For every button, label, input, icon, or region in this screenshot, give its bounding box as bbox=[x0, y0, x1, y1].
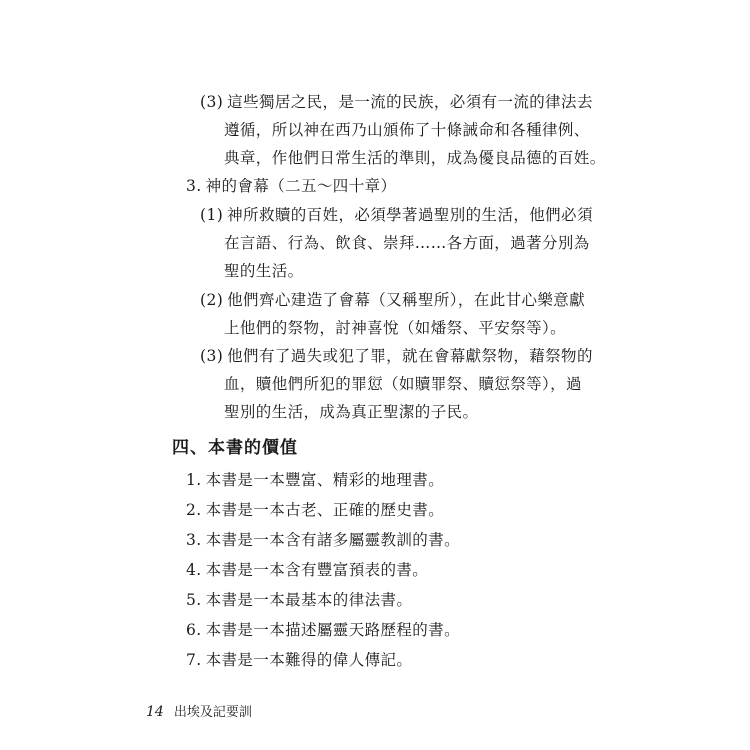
item-marker: (3) bbox=[200, 93, 224, 111]
running-title: 出埃及記要訓 bbox=[173, 705, 252, 720]
subsection-marker: 3. bbox=[186, 177, 202, 195]
list-marker: 1. bbox=[186, 471, 202, 489]
paragraph-line bbox=[224, 233, 590, 253]
page-footer bbox=[146, 704, 252, 721]
paragraph-text: 他們有了過失或犯了罪，就在會幕獻祭物，藉祭物的 bbox=[227, 347, 593, 365]
paragraph-text: 聖別的生活，成為真正聖潔的子民。 bbox=[224, 403, 479, 421]
list-marker: 6. bbox=[186, 621, 202, 639]
paragraph-text: 在言語、行為、飲食、崇拜……各方面，過著分別為 bbox=[224, 234, 590, 252]
list-item-text: 本書是一本豐富、精彩的地理書。 bbox=[205, 471, 445, 489]
section-heading: 四、本書的價值 bbox=[172, 438, 298, 458]
list-item-text: 本書是一本難得的偉人傳記。 bbox=[205, 651, 413, 669]
subsection-title bbox=[186, 176, 396, 196]
paragraph-line bbox=[224, 402, 478, 422]
list-marker: 7. bbox=[186, 651, 202, 669]
paragraph-text: 典章，作他們日常生活的準則，成為優良品德的百姓。 bbox=[224, 149, 606, 167]
paragraph-line bbox=[200, 205, 593, 225]
item-marker: (1) bbox=[200, 206, 224, 224]
paragraph-line bbox=[224, 120, 590, 140]
paragraph-line bbox=[224, 148, 606, 168]
paragraph-text: 他們齊心建造了會幕（又稱聖所），在此甘心樂意獻 bbox=[227, 291, 586, 309]
page-number: 14 bbox=[146, 704, 164, 720]
list-item bbox=[186, 530, 460, 550]
list-item bbox=[186, 470, 444, 490]
list-item bbox=[186, 560, 428, 580]
paragraph-text: 聖的生活。 bbox=[224, 262, 304, 280]
paragraph-text: 這些獨居之民，是一流的民族，必須有一流的律法去 bbox=[227, 93, 593, 111]
list-item bbox=[186, 500, 444, 520]
paragraph-line bbox=[224, 374, 582, 394]
list-item-text: 本書是一本古老、正確的歷史書。 bbox=[205, 501, 445, 519]
list-item-text: 本書是一本描述屬靈天路歷程的書。 bbox=[205, 621, 460, 639]
item-marker: (3) bbox=[200, 347, 224, 365]
list-marker: 4. bbox=[186, 561, 202, 579]
list-item-text: 本書是一本含有諸多屬靈教訓的書。 bbox=[205, 531, 460, 549]
list-item bbox=[186, 620, 460, 640]
paragraph-text: 血，贖他們所犯的罪愆（如贖罪祭、贖愆祭等），過 bbox=[224, 375, 582, 393]
list-marker: 2. bbox=[186, 501, 202, 519]
list-item-text: 本書是一本含有豐富預表的書。 bbox=[205, 561, 429, 579]
list-marker: 3. bbox=[186, 531, 202, 549]
paragraph-line bbox=[224, 261, 304, 281]
paragraph-line bbox=[200, 290, 585, 310]
paragraph-line bbox=[200, 92, 593, 112]
list-item bbox=[186, 650, 412, 670]
paragraph-line bbox=[200, 346, 593, 366]
subsection-title-text: 神的會幕（二五～四十章） bbox=[205, 177, 397, 195]
item-marker: (2) bbox=[200, 291, 224, 309]
paragraph-text: 神所救贖的百姓，必須學著過聖別的生活，他們必須 bbox=[227, 206, 593, 224]
list-item bbox=[186, 590, 412, 610]
paragraph-line bbox=[224, 318, 566, 338]
list-item-text: 本書是一本最基本的律法書。 bbox=[205, 591, 413, 609]
paragraph-text: 上他們的祭物，討神喜悅（如燔祭、平安祭等）。 bbox=[224, 319, 567, 337]
paragraph-text: 遵循，所以神在西乃山頒佈了十條誡命和各種律例、 bbox=[224, 121, 590, 139]
list-marker: 5. bbox=[186, 591, 202, 609]
